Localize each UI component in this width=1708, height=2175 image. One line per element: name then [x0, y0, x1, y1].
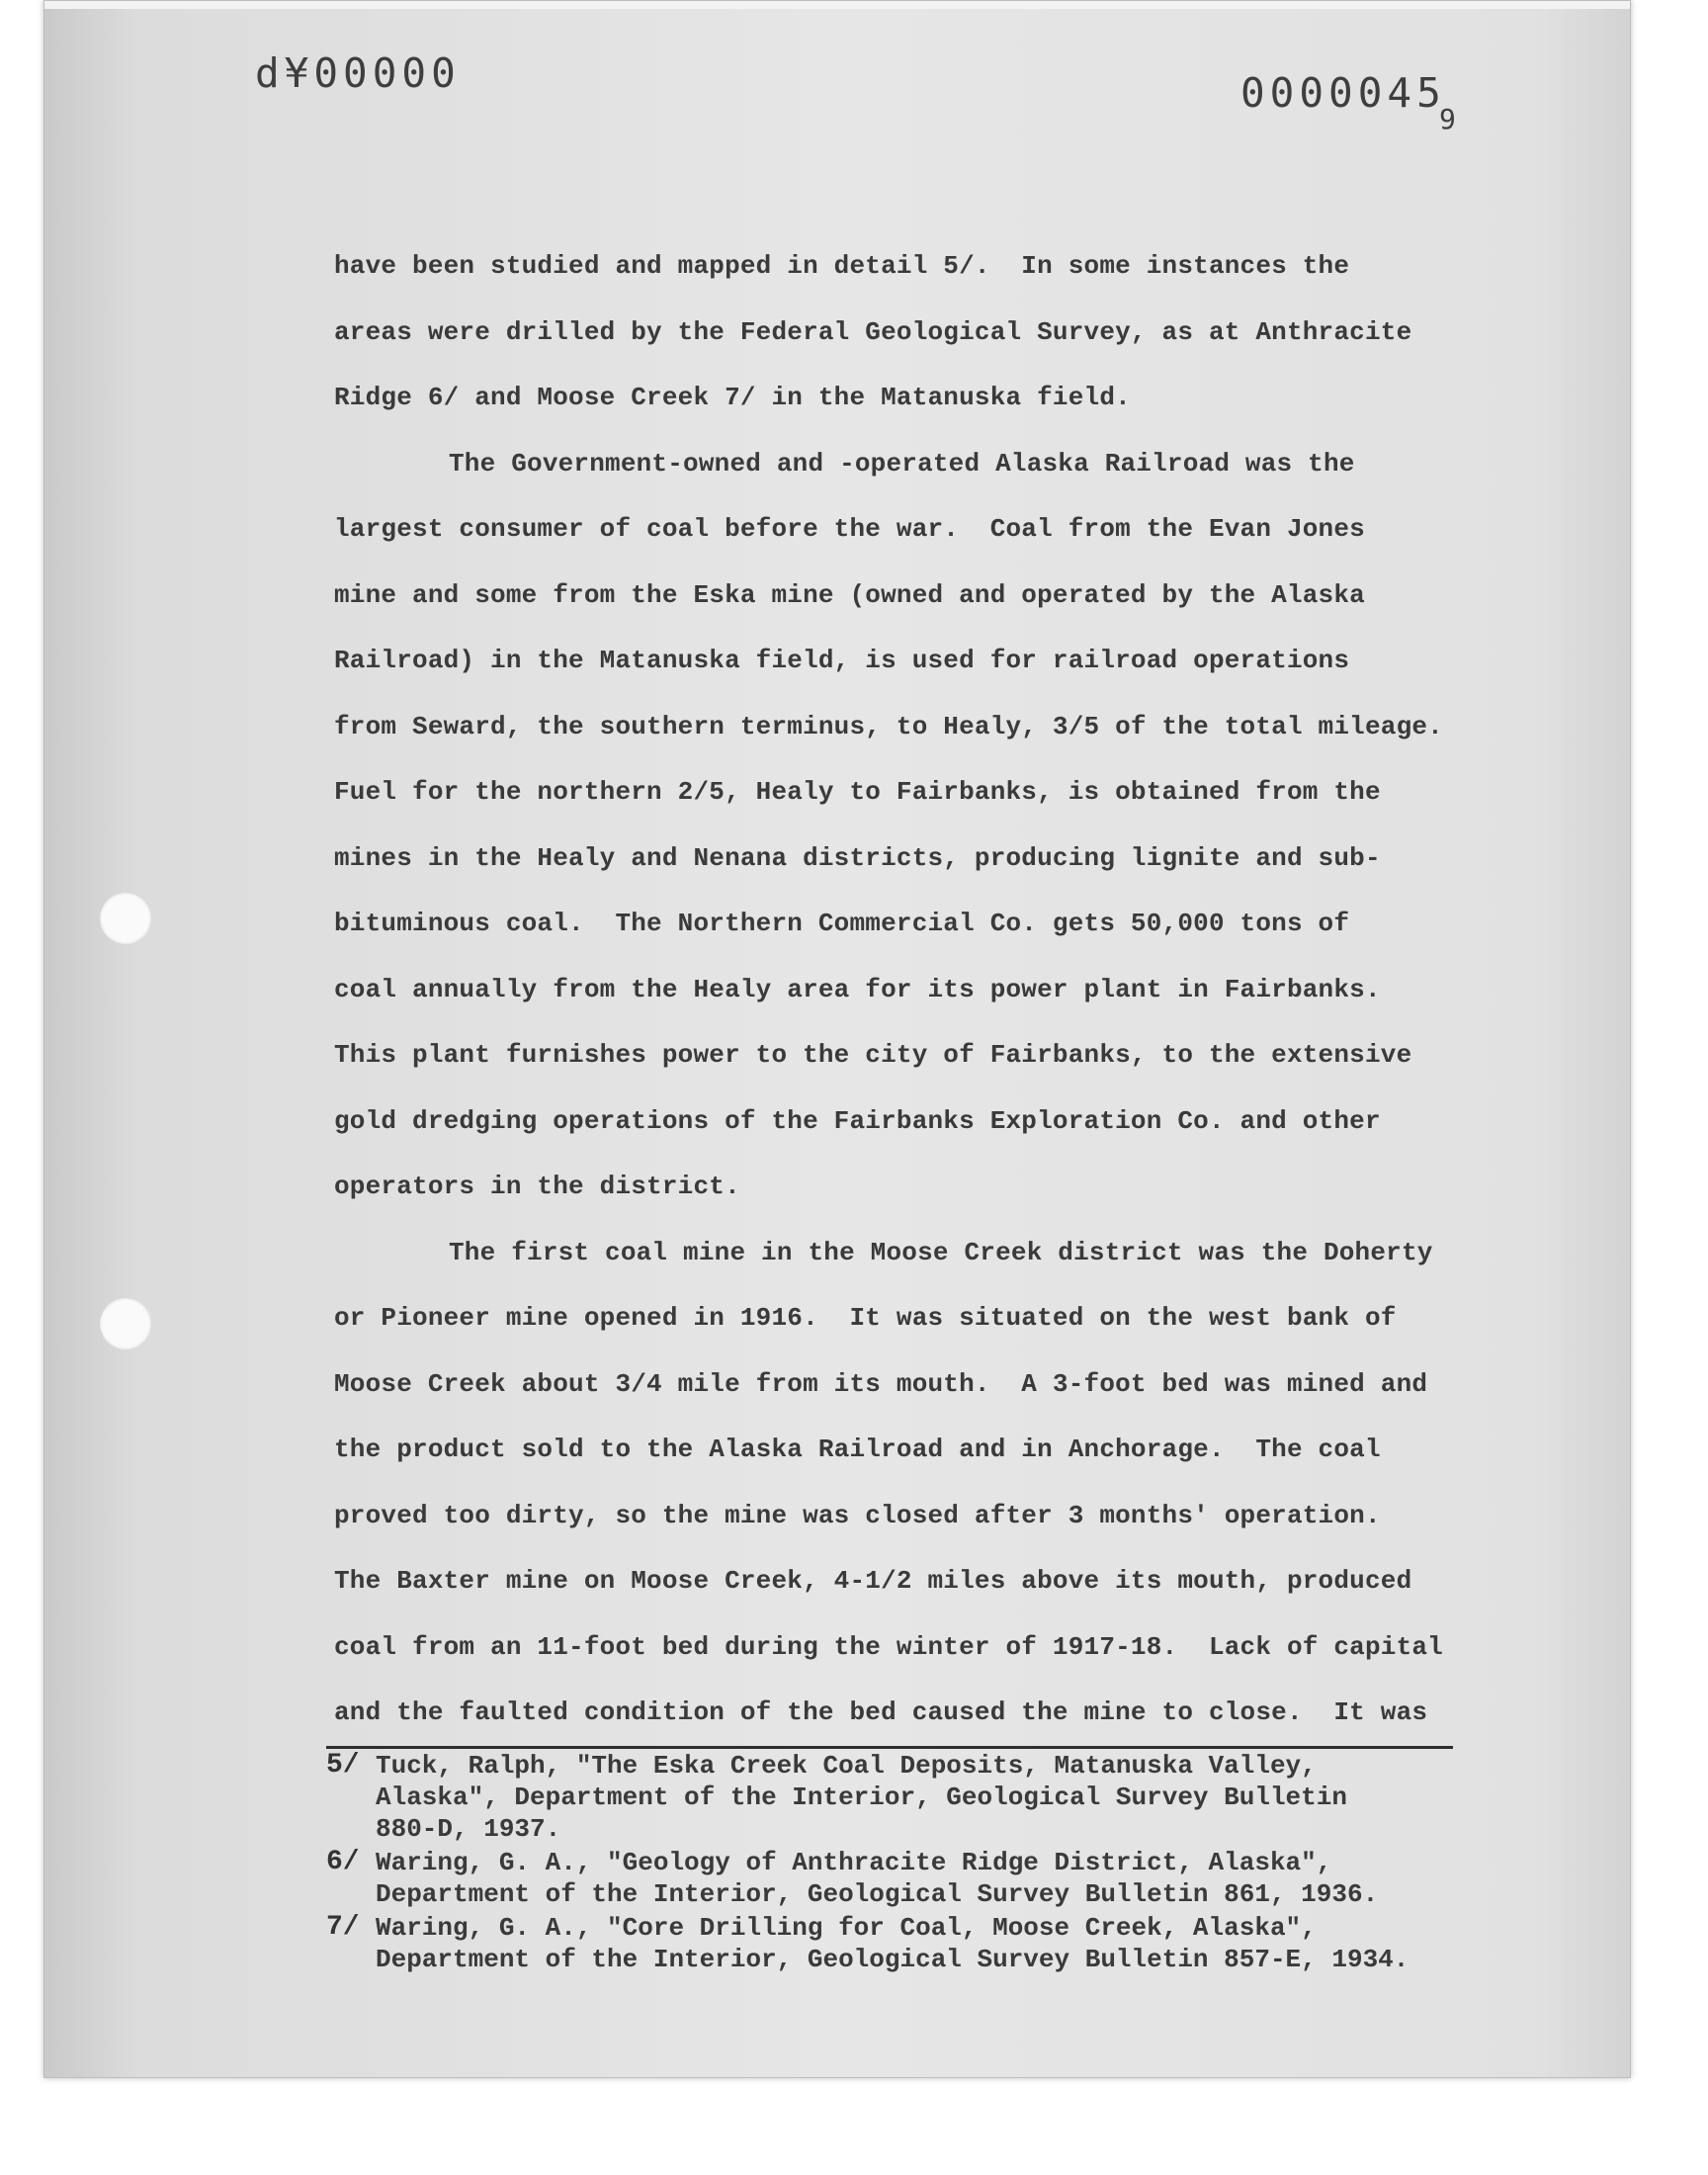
- body-line: proved too dirty, so the mine was closed after 3 months' operation.: [334, 1500, 1381, 1530]
- footnote: [326, 1847, 1512, 1910]
- body-line: have been studied and mapped in detail 5/. In some instances the: [334, 251, 1350, 281]
- body-line: and the faulted condition of the bed caused the mine to close. It was: [334, 1697, 1428, 1727]
- body-line: mine and some from the Eska mine (owned and operated by the Alaska: [334, 579, 1365, 610]
- footnote-line: Alaska", Department of the Interior, Geological Survey Bulletin: [376, 1783, 1347, 1812]
- body-line: or Pioneer mine opened in 1916. It was situated on the west bank of: [334, 1303, 1397, 1333]
- body-line: Ridge 6/ and Moose Creek 7/ in the Matanuska field.: [334, 383, 1131, 412]
- body-line: Fuel for the northern 2/5, Healy to Fairbanks, is obtained from the: [334, 777, 1381, 807]
- footnote-line: 880-D, 1937.: [376, 1814, 561, 1844]
- body-line: The Baxter mine on Moose Creek, 4-1/2 miles above its mouth, produced: [334, 1566, 1412, 1596]
- body-line: coal annually from the Healy area for its power plant in Fairbanks.: [334, 974, 1381, 1004]
- punch-hole: [100, 1298, 151, 1349]
- body-line: This plant furnishes power to the city of Fairbanks, to the extensive: [334, 1040, 1412, 1070]
- footnote-mark: 7/: [326, 1912, 360, 1943]
- footnote-line: Tuck, Ralph, "The Eska Creek Coal Deposits, Matanuska Valley,: [376, 1751, 1317, 1781]
- footnote: [326, 1750, 1512, 1845]
- body-line: areas were drilled by the Federal Geological Survey, as at Anthracite: [334, 316, 1412, 347]
- footnote-line: Department of the Interior, Geological Survey Bulletin 861, 1936.: [376, 1879, 1379, 1909]
- body-line: the product sold to the Alaska Railroad and in Anchorage. The coal: [334, 1435, 1381, 1464]
- page-number-suffix: 9: [1439, 103, 1456, 135]
- body-text: [334, 233, 1520, 1746]
- footnotes: [326, 1750, 1512, 1977]
- document-id-stamp-right: 0000045: [1240, 69, 1446, 117]
- body-line: mines in the Healy and Nenana districts, producing lignite and sub-: [334, 842, 1381, 873]
- body-line: from Seward, the southern terminus, to Healy, 3/5 of the total mileage.: [334, 711, 1443, 741]
- body-line: operators in the district.: [334, 1172, 740, 1201]
- body-line: coal from an 11-foot bed during the winter of 1917-18. Lack of capital: [334, 1631, 1443, 1662]
- footnote-mark: 6/: [326, 1847, 360, 1877]
- body-line: Moose Creek about 3/4 mile from its mouth. A 3-foot bed was mined and: [334, 1368, 1428, 1399]
- footnote-divider: [326, 1746, 1453, 1749]
- body-line: largest consumer of coal before the war. Coal from the Evan Jones: [334, 514, 1365, 544]
- body-line: bituminous coal. The Northern Commercial Co. gets 50,000 tons of: [334, 909, 1350, 938]
- page-top-edge: [44, 1, 1630, 9]
- footnote: [326, 1912, 1512, 1975]
- footnote-line: Department of the Interior, Geological Survey Bulletin 857-E, 1934.: [376, 1945, 1409, 1974]
- body-line: The Government-owned and -operated Alaska Railroad was the: [449, 448, 1355, 478]
- body-line: gold dredging operations of the Fairbanks Exploration Co. and other: [334, 1105, 1381, 1136]
- footnote-mark: 5/: [326, 1750, 360, 1781]
- body-line: Railroad) in the Matanuska field, is used for railroad operations: [334, 646, 1350, 675]
- footnote-line: Waring, G. A., "Core Drilling for Coal, Moose Creek, Alaska",: [376, 1913, 1317, 1943]
- body-line: The first coal mine in the Moose Creek district was the Doherty: [449, 1237, 1433, 1267]
- footnote-line: Waring, G. A., "Geology of Anthracite Ridge District, Alaska",: [376, 1848, 1332, 1877]
- punch-hole: [100, 893, 151, 944]
- document-id-stamp-left: d¥00000: [255, 49, 461, 97]
